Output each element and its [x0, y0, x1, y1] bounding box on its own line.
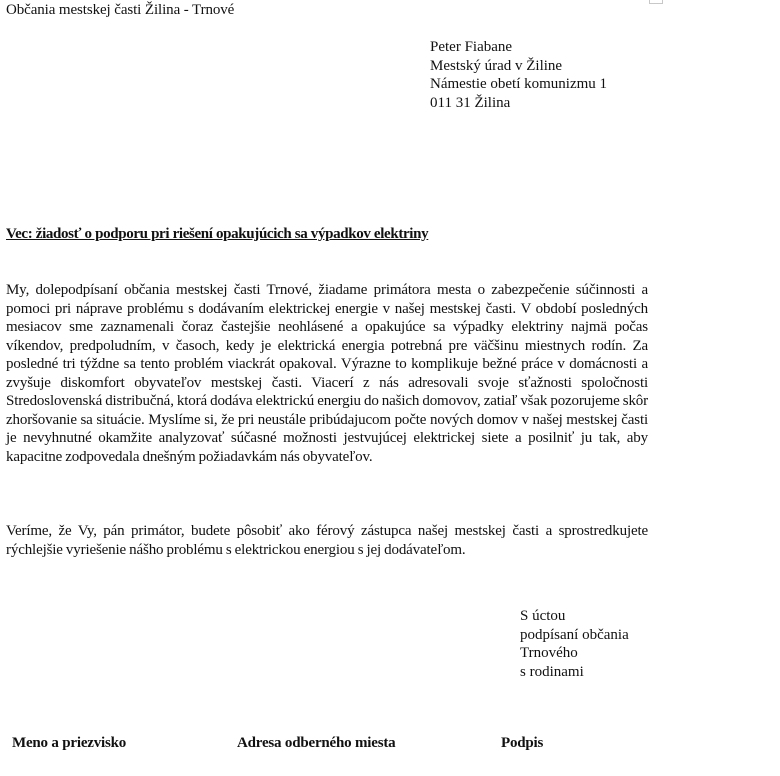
recipient-city: 011 31 Žilina: [430, 94, 511, 111]
closing-families: s rodinami: [520, 663, 584, 680]
column-header-address: Adresa odberného miesta: [237, 735, 396, 751]
letter-subject: Vec: žiadosť o podporu pri riešení opakujúcich sa výpadkov elektriny: [6, 226, 429, 242]
recipient-office: Mestský úrad v Žiline: [430, 57, 563, 74]
recipient-name: Peter Fiabane: [430, 39, 513, 55]
body-paragraph-1: My, dolepodpísaní občania mestskej časti Trnové, žiadame primátora mesta o zabezpečenie súčinnosti a pomoci pri náprave problému s dodávaním elektrickej energie v našej mestskej časti. V období posledných mesiacov sme zaznamenali čoraz častejšie neohlásené a opakujúce sa výpadky elektriny najmä počas víkendov, predpoludním, v časoch, kedy je elektrická energia potrebná pre väčšinu miestnych rodín. Za posledné tri týždne sa tento problém viackrát opakoval. Výrazne to komplikuje bežné práce v domácnosti a zvyšuje diskomfort obyvateľov mestskej časti. Viacerí z nás adresovali svoje sťažnosti spoločnosti Stredoslovenská distribučná, ktorá dodáva elektrickú energiu do našich domovov, zatiaľ však pozorujeme skôr zhoršovanie sa situácie. Myslíme si, že pri neustále pribúdajucom počte nových domov v našej mestskej časti je nevyhnutné okamžite analyzovať súčasné možnosti jestvujúcej elektrickej siete a posilniť ju tak, aby kapacitne zodpovedala dnešným požiadavkám nás obyvateľov.: [6, 282, 648, 465]
recipient-address: [430, 38, 607, 112]
body-paragraph-2: Veríme, že Vy, pán primátor, budete pôsobiť ako férový zástupca našej mestskej časti a sprostredkujete rýchlejšie vyriešenie nášho problému s elektrickou energiou s jej dodávateľom.: [6, 523, 648, 558]
column-header-signature: Podpis: [501, 735, 544, 751]
sender-line: Občania mestskej časti Žilina - Trnové: [6, 2, 235, 18]
closing-locality: Trnového: [520, 645, 578, 661]
closing-greeting: S úctou: [520, 608, 566, 624]
recipient-street: Námestie obetí komunizmu 1: [430, 76, 608, 92]
page-corner-mark: [649, 0, 663, 4]
closing-block: [520, 607, 629, 681]
closing-signatories: podpísaní občania: [520, 626, 629, 643]
column-header-name: Meno a priezvisko: [12, 735, 127, 751]
